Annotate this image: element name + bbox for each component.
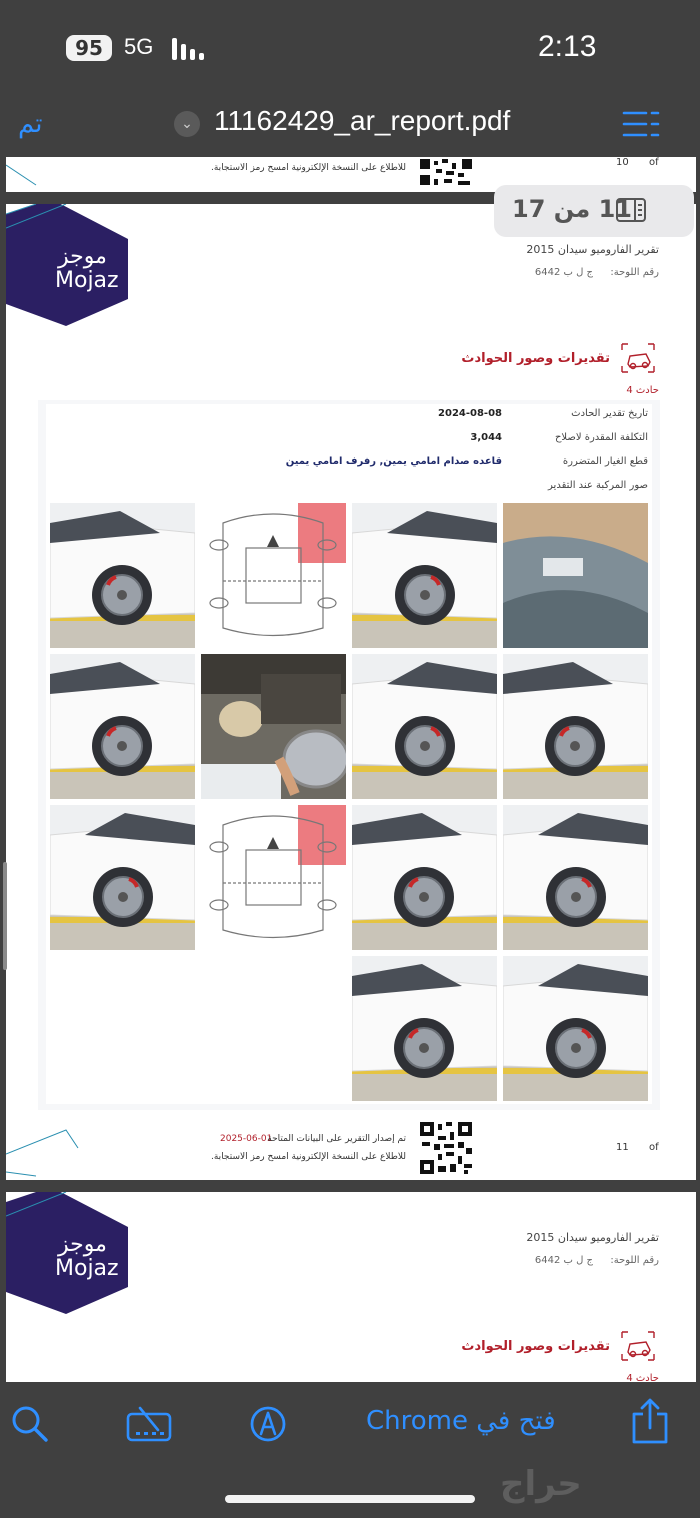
vehicle-photo[interactable] [352,654,497,799]
vehicle-photo[interactable] [352,805,497,950]
page-number: 11 [616,1142,629,1153]
scroll-indicator[interactable] [3,862,7,970]
detail-label: قطع الغيار المتضررة [562,456,648,467]
damage-diagram[interactable] [201,805,346,950]
open-in-chrome-button[interactable]: فتح في Chrome [366,1406,556,1436]
watermark: حراج [500,1464,582,1504]
accident-label: حادث 4 [626,1373,659,1382]
vehicle-photo[interactable] [50,503,195,648]
sidebar-icon[interactable] [616,198,646,222]
report-title: تقرير الفاروميو سيدان 2015 [526,1231,659,1244]
detail-value: قاعده صدام امامي يمين, رفرف امامي يمين [285,456,502,467]
plate-value: ج ل ب 6442 [534,267,593,278]
status-bar [0,0,700,95]
brand-name-ar: موجز [58,1232,107,1257]
detail-label: صور المركبة عند التقدير [548,480,648,491]
detail-label: التكلفة المقدرة لاصلاح [554,432,648,443]
brand-name-en: Mojaz [55,1256,119,1281]
vehicle-photo[interactable] [352,956,497,1101]
chevron-down-icon[interactable]: ⌄ [174,111,200,137]
page-indicator[interactable] [494,185,694,237]
issued-note: تم إصدار التقرير على البيانات المتاحة [267,1134,406,1144]
share-icon[interactable] [630,1398,670,1444]
vehicle-photo[interactable] [352,503,497,648]
issue-date: 2025-06-01 [220,1134,273,1144]
home-indicator[interactable] [225,1495,475,1503]
vehicle-photo[interactable] [503,503,648,648]
signal-icon [172,38,206,60]
pdf-page-12[interactable] [6,1192,696,1382]
section-title: تقديرات وصور الحوادث [461,351,610,366]
file-title[interactable]: 11162429_ar_report.pdf [214,105,511,136]
scan-note: للاطلاع على النسخة الإلكترونية امسح رمز الاستجابة. [211,163,406,173]
detail-label: تاريخ تقدير الحادث [571,408,648,419]
markup-icon[interactable] [126,1404,172,1444]
plate-label: رقم اللوحة: [610,267,659,278]
qr-code[interactable] [418,1120,474,1176]
plate-value: ج ل ب 6442 [534,1255,593,1266]
brand-name-ar: موجز [58,244,107,269]
vehicle-photo[interactable] [503,956,648,1101]
pdf-page-11[interactable] [6,204,696,1180]
plate-label: رقم اللوحة: [610,1255,659,1266]
section-title: تقديرات وصور الحوادث [461,1339,610,1354]
accident-label: حادث 4 [626,385,659,396]
page-number: 10 [616,157,629,168]
bottom-toolbar [0,1382,700,1518]
qr-code[interactable] [418,157,474,187]
clock: 2:13 [538,30,597,63]
detail-value: 2024-08-08 [438,408,502,419]
decorative-lines [6,157,66,192]
annotate-icon[interactable] [248,1404,288,1444]
decorative-lines [6,1124,86,1180]
page-indicator-text: 11 من 17 [512,195,632,223]
report-title: تقرير الفاروميو سيدان 2015 [526,243,659,256]
car-crash-icon [620,342,656,374]
battery-indicator: 95 [66,35,112,61]
detail-value: 3,044 [470,432,502,443]
vehicle-photo[interactable] [50,805,195,950]
brand-name-en: Mojaz [55,268,119,293]
page-of-label: of [649,157,659,168]
nav-bar [0,95,700,157]
done-button[interactable]: تم [18,109,43,139]
scan-note: للاطلاع على النسخة الإلكترونية امسح رمز الاستجابة. [211,1152,406,1162]
vehicle-photo[interactable] [201,654,346,799]
vehicle-photo[interactable] [50,654,195,799]
network-type: 5G [124,34,154,59]
search-icon[interactable] [10,1404,50,1444]
page-of-label: of [649,1142,659,1153]
car-crash-icon [620,1330,656,1362]
damage-diagram[interactable] [201,503,346,648]
vehicle-photo[interactable] [503,805,648,950]
list-icon[interactable] [622,109,660,139]
vehicle-photo[interactable] [503,654,648,799]
